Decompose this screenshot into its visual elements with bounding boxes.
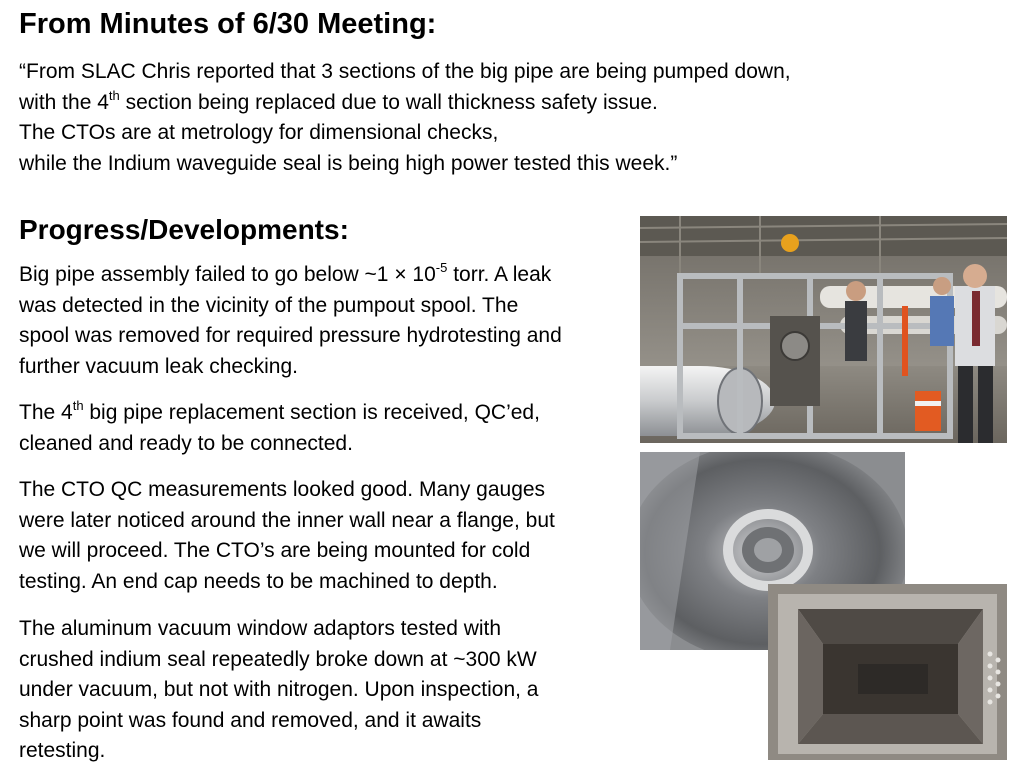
quote-line: with the 4th section being replaced due to wall thickness safety issue. — [19, 87, 658, 114]
waveguide-photo — [768, 584, 1007, 760]
paragraph-big-pipe-leak: Big pipe assembly failed to go below ~1 × $10^{-5}$ torr. A leak was detected in the vicinity of the pumpout spool. The spool was removed for required pressure hydrotesting and further vacuum leak checking. — [19, 260, 562, 378]
quote-line: while the Indium waveguide seal is being high power tested this week.” — [19, 151, 678, 175]
quote-line: The CTOs are at metrology for dimensional checks, — [19, 121, 499, 144]
quote-line: “From SLAC Chris reported that 3 sections of the big pipe are being pumped down, — [19, 60, 791, 83]
paragraph-cto-qc: The CTO QC measurements looked good. Many gauges were later noticed around the inner wall near a flange, but we will proceed. The CTO’s are being mounted for cold testing. An end cap needs to be machined to depth. — [19, 478, 555, 593]
paragraph-vacuum-window: The aluminum vacuum window adaptors tested with crushed indium seal repeatedly broke down at ~300 kW under vacuum, but not with nitrogen. Upon inspection, a sharp point was found and removed, and it awaits retesting. — [19, 617, 539, 762]
paragraph-replacement-section: The 4th big pipe replacement section is received, QC’ed, cleaned and ready to be connected. — [19, 398, 540, 455]
minutes-quote — [19, 57, 791, 179]
minutes-heading: From Minutes of 6/30 Meeting: — [19, 8, 437, 40]
progress-heading: Progress/Developments: — [19, 214, 349, 245]
lab-assembly-photo — [640, 216, 1007, 443]
